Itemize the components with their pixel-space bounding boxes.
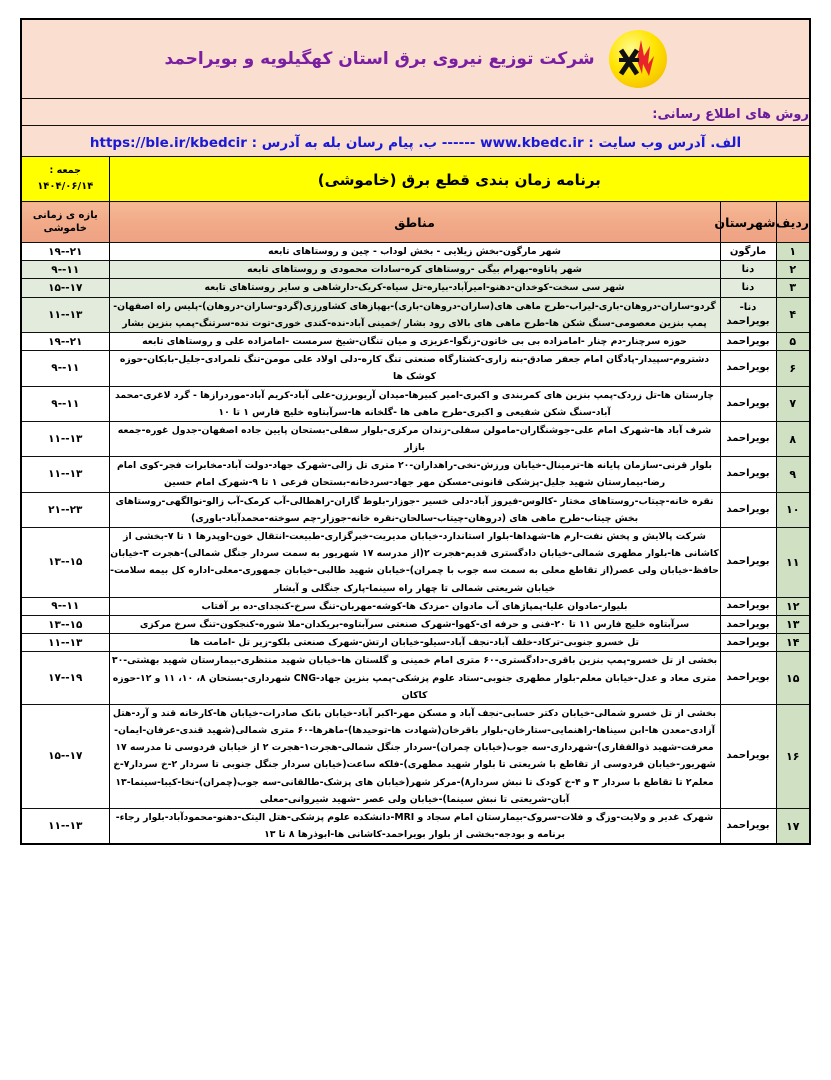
- cell-row-number: ۹: [776, 457, 810, 492]
- table-row: [21, 386, 810, 421]
- cell-areas: شرکت پالایش و پخش نفت-ارم ها-شهداها-بلوار استاندارد-خیابان مدیریت-خبرگزاری-طبیعت-انتقال خون-اوپدرها ۱ تا ۷-بخشی از کاشانی ها-بلوار مطهری شمالی-خیابان دادگستری قدیم-هجرت ۲(از مدرسه ۱۷ شهریور به سمت سردار جنگل شمالی)-هجرت ۳-خیابان حافظ-خیابان ولی عصر(از تقاطع معلی به سمت سه جوب با چمران)-خیابان شهید طالبی-خیابان جمهوری-معلی-اداره کل بیمه سلامت-خیابان شریعتی شمالی تا چهار راه سینما-پارک جنگلی و آبشار: [109, 528, 720, 598]
- cell-time-range: ۱۱--۹: [21, 386, 109, 421]
- column-header-time-line2: خاموشی: [43, 223, 87, 234]
- cell-time-range: ۱۵--۱۳: [21, 528, 109, 598]
- cell-areas: چارستان ها-تل زردک-پمپ بنزین های کمربندی و اکبری-امیر کبیرها-میدان آریوبرزن-علی آباد-کریم آباد-موردرازها - گرد لاغری-محمد آباد-سنگ شکن شفیعی و اکبری-طرح ماهی ها -گلخانه ها-سرآبتاوه خلیج فارس ۱ تا ۱۰: [109, 386, 720, 421]
- cell-row-number: ۵: [776, 332, 810, 350]
- cell-time-range: ۱۳--۱۱: [21, 634, 109, 652]
- cell-areas: بلوار قرنی-سازمان پایانه ها-ترمینال-خیابان ورزش-نخی-راهداران-۲۰ متری تل زالی-شهرک جهاد-دولت آباد-مخابرات فجر-کوی امام رضا-بیمارستان شهید جلیل-پزشکی قانونی-مسکن مهر جهاد-سردخانه-بستحان فرعی ۱ تا ۹-شهرک امام حسین: [109, 457, 720, 492]
- cell-time-range: ۲۱--۱۹: [21, 243, 109, 261]
- cell-time-range: ۲۳--۲۱: [21, 492, 109, 527]
- contact-methods-label: روش های اطلاع رسانی:: [652, 106, 809, 122]
- cell-row-number: ۸: [776, 421, 810, 456]
- contact-label-cell: [21, 99, 810, 126]
- table-row: [21, 492, 810, 527]
- banner-cell: [21, 19, 810, 99]
- cell-areas: گردو-ساران-دروهان-باری-لیراب-طرح ماهی های(ساران-دروهان-باری)-بهپازهای کشاورزی(گردو-ساران-دروهان)-پلیس راه اصفهان-پمپ بنزین معصومی-سنگ شکن ها-طرح ماهی های بالای رود بشار /خمینی آباد-نده-کندی خوری-توت نده-سرتنگ-پمپ بنزین بشار: [109, 297, 720, 332]
- table-row: [21, 652, 810, 705]
- column-header-row: [21, 202, 810, 243]
- cell-row-number: ۴: [776, 297, 810, 332]
- sheet-title: برنامه زمان بندی قطع برق (خاموشی): [317, 170, 601, 189]
- table-row: [21, 457, 810, 492]
- table-row: [21, 421, 810, 456]
- cell-areas: شهرک غدیر و ولایت-وزگ و فلات-سروک-بیمارستان امام سجاد و MRI-دانشکده علوم پزشکی-هتل الیتک-دهنو-محمودآباد-بلوار رجاء- برنامه و بودجه-بخشی از بلوار بویراحمد-کاشانی ها-ابوذرها ۸ تا ۱۳: [109, 809, 720, 845]
- table-row: [21, 615, 810, 633]
- contact-line-cell: [21, 126, 810, 157]
- table-row: [21, 597, 810, 615]
- cell-areas: شهر مارگون-بخش زیلایی - بخش لوداب - چین و روستاهای تابعه: [109, 243, 720, 261]
- cell-time-range: ۱۷--۱۵: [21, 704, 109, 808]
- cell-areas: دشتروم-سپیدار-پادگان امام جعفر صادق-بنه زاری-کشتارگاه صنعتی تنگ کاره-دلی اولاد علی مومن-تنگ تلمرادی-جلیل-بابکان-حوزه کوشک ها: [109, 351, 720, 386]
- cell-areas: شهر سی سخت-کوخدان-دهنو-امیرآباد-بیاره-تل سیاه-کریک-دارشاهی و سایر روستاهای تابعه: [109, 279, 720, 297]
- cell-areas: حوزه سرچنار-دم چنار -امامزاده بی بی خاتون-زنگوا-عزیزی و میان تنگان-شیخ سرمست -امامزاده علی و روستاهای تابعه: [109, 332, 720, 350]
- org-title: شرکت توزیع نیروی برق استان کهگیلویه و بویراحمد: [164, 49, 595, 69]
- sheet-title-cell: [109, 157, 810, 202]
- cell-time-range: ۲۱--۱۹: [21, 332, 109, 350]
- contact-label-row: [21, 99, 810, 126]
- table-row: [21, 528, 810, 598]
- cell-areas: نقره خانه-چیتاب-روستاهای مختار -کالوس-فیروز آباد-دلی خسیر -جوزار-بلوط گاران-راهطالی-آب کرمک-آب زالو-نوالگهی-روستاهای بخش چیتاب-طرح ماهی های (دروهان-چیتاب-سالحان-نقره خانه-جوزار-چم سوخته-محمدآباد-باوری): [109, 492, 720, 527]
- cell-time-range: ۱۷--۱۵: [21, 279, 109, 297]
- cell-time-range: ۱۹--۱۷: [21, 652, 109, 705]
- cell-time-range: ۱۳--۱۱: [21, 421, 109, 456]
- cell-time-range: ۱۱--۹: [21, 597, 109, 615]
- table-row: [21, 261, 810, 279]
- date-cell: [21, 157, 109, 202]
- table-row: [21, 351, 810, 386]
- table-row: [21, 634, 810, 652]
- date-day-label: جمعه :: [49, 165, 81, 177]
- outage-schedule-table: [20, 18, 811, 845]
- table-row: [21, 704, 810, 808]
- cell-row-number: ۳: [776, 279, 810, 297]
- table-row: [21, 332, 810, 350]
- cell-city: بویراحمد: [720, 615, 776, 633]
- schedule-rows-body: [21, 243, 810, 845]
- banner-row: [21, 19, 810, 99]
- cell-row-number: ۱: [776, 243, 810, 261]
- column-header-time: [21, 202, 109, 243]
- cell-row-number: ۱۷: [776, 809, 810, 845]
- cell-areas: شهر پاتاوه-بهرام بیگی -روستاهای کره-سادات محمودی و روستاهای تابعه: [109, 261, 720, 279]
- cell-row-number: ۱۳: [776, 615, 810, 633]
- cell-areas: بلیوار-مادوان علیا-پمپاژهای آب مادوان -مزدک ها-کوشه-مهربان-تنگ سرخ-کنجدای-ده بر آفتاب: [109, 597, 720, 615]
- cell-areas: بخشی از تل خسرو شمالی-خیابان دکتر حسابی-نجف آباد و مسکن مهر-اکبر آباد-خیابان بانک صادرات-خیابان ها-کارخانه قند و آرد-هتل آزادی-معدن ها-ابن سیناها-راهنمایی-ستارخان-بلوار باقرخان(شهادت ها-توحیدها)-ماهرها-۶۰ متری شمالی(شهید قندی-عرفان-ایمان-معرفت-شهید ذوالفقاری)-شهرداری-سه جوب(خیابان چمران)-سردار جنگل شمالی-هجرت۱-هجرت ۲ از خیابان فردوسی تا مدرسه ۱۷ شهریور-خیابان فردوسی از تقاطع با شریعتی تا بلوار شهید مطهری)-فلکه ساعت(خیابان سردار جنگل جنوبی تا سردار ۲-خ سردار۷-خ معلم۲ تا تقاطع با سردار ۳ و ۴-خ کودک تا نبش سردار۸)-مرکز شهر(خیابان های پزشک-طالقانی-سه جوب(چمران)-نخا-کیبا-سینما-۱۳ آبان-شریعتی تا نبش سینما)-خیابان ولی عصر -شهید شیروانی-معلی: [109, 704, 720, 808]
- cell-row-number: ۱۱: [776, 528, 810, 598]
- cell-time-range: ۱۳--۱۱: [21, 297, 109, 332]
- cell-row-number: ۱۵: [776, 652, 810, 705]
- cell-city: بویراحمد: [720, 652, 776, 705]
- cell-time-range: ۱۵--۱۳: [21, 615, 109, 633]
- cell-time-range: ۱۳--۱۱: [21, 457, 109, 492]
- contact-line-row: [21, 126, 810, 157]
- title-row: [21, 157, 810, 202]
- cell-areas: شرف آباد ها-شهرک امام علی-جوشنگاران-مامولن سفلی-زندان مرکزی-بلوار سفلی-بستحان پایین جاده اصفهان-جدول غوره-جمعه بازار: [109, 421, 720, 456]
- column-header-row-no: ردیف: [776, 202, 810, 243]
- cell-row-number: ۱۲: [776, 597, 810, 615]
- cell-city: بویراحمد: [720, 809, 776, 845]
- date-value: ۱۴۰۴/۰۶/۱۴: [37, 180, 94, 192]
- contact-addresses[interactable]: الف. آدرس وب سایت : www.kbedc.ir ------ ب. پیام رسان بله به آدرس : https://ble.ir/kbedcir: [89, 134, 742, 151]
- cell-row-number: ۶: [776, 351, 810, 386]
- kbedc-logo-icon: [609, 30, 667, 88]
- table-row: [21, 297, 810, 332]
- cell-row-number: ۱۴: [776, 634, 810, 652]
- cell-time-range: ۱۱--۹: [21, 351, 109, 386]
- cell-city: بویراحمد: [720, 386, 776, 421]
- cell-city: بویراحمد: [720, 332, 776, 350]
- cell-time-range: ۱۱--۹: [21, 261, 109, 279]
- cell-city: بویراحمد: [720, 597, 776, 615]
- cell-city: بویراحمد: [720, 421, 776, 456]
- column-header-city: شهرستان: [720, 202, 776, 243]
- column-header-areas: مناطق: [109, 202, 720, 243]
- cell-areas: تل خسرو جنوبی-ترکاد-خلف آباد-نجف آباد-سیلو-خیابان ارتش-شهرک صنعتی بلکو-زیر تل -امامت ها: [109, 634, 720, 652]
- cell-row-number: ۱۰: [776, 492, 810, 527]
- cell-city: بویراحمد: [720, 457, 776, 492]
- cell-row-number: ۲: [776, 261, 810, 279]
- cell-city: دنا- بویراحمد: [720, 297, 776, 332]
- table-row: [21, 809, 810, 845]
- cell-city: مارگون: [720, 243, 776, 261]
- column-header-time-line1: بازه ی زمانی: [32, 209, 98, 221]
- cell-areas: بخشی از تل خسرو-پمپ بنزین باقری-دادگستری-۶۰ متری امام خمینی و گلستان ها-خیابان شهید منتظری-بیمارستان شهید بهشتی-۳۰ متری معاد و عدل-خیابان معلم-بلوار مطهری جنوبی-ستاد علوم پزشکی-پمپ بنزین جهاد-CNG شهرداری-بستحان ۸، ۱۰، ۱۱ و ۱۲-حوزه کاکان: [109, 652, 720, 705]
- cell-row-number: ۷: [776, 386, 810, 421]
- cell-city: بویراحمد: [720, 634, 776, 652]
- cell-city: بویراحمد: [720, 492, 776, 527]
- cell-time-range: ۱۳--۱۱: [21, 809, 109, 845]
- cell-city: بویراحمد: [720, 528, 776, 598]
- cell-city: بویراحمد: [720, 351, 776, 386]
- cell-city: بویراحمد: [720, 704, 776, 808]
- cell-city: دنا: [720, 261, 776, 279]
- table-row: [21, 243, 810, 261]
- table-row: [21, 279, 810, 297]
- cell-areas: سرآبتاوه خلیج فارس ۱۱ تا ۲۰-فنی و حرفه ای-کهوا-شهرک صنعتی سرآبتاوه-بریکدان-ملا شوره-کنجکون-تنگ سرخ مرکزی: [109, 615, 720, 633]
- cell-city: دنا: [720, 279, 776, 297]
- cell-row-number: ۱۶: [776, 704, 810, 808]
